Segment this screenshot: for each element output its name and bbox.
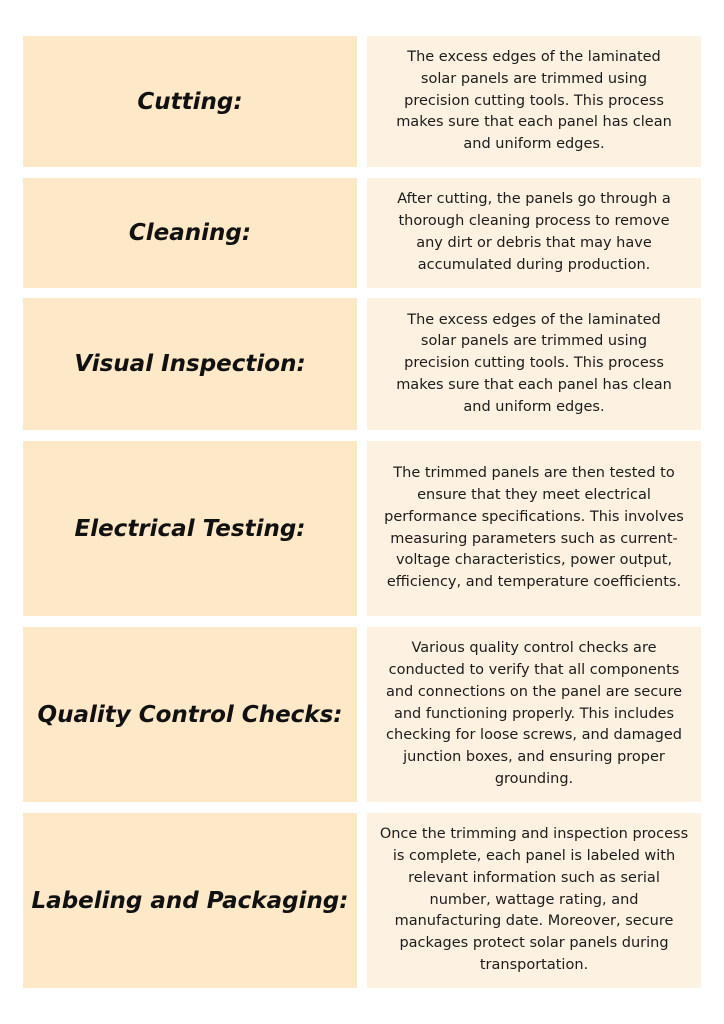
term-cell <box>23 36 357 167</box>
description-text: The excess edges of the laminated solar panels are trimmed using precision cutting tools. This process makes sure that each panel has clean and uniform edges. <box>396 311 672 415</box>
process-row-quality-control <box>23 627 701 802</box>
description-text: Once the trimming and inspection process is complete, each panel is labeled with relevant information such as serial number, wattage rating, and manufacturing date. Moreover, secure packages protect solar panels during transportation. <box>379 826 689 973</box>
description-cell <box>367 36 701 167</box>
term-label: Labeling and Packaging: <box>31 887 349 914</box>
process-row-electrical-testing <box>23 441 701 616</box>
term-cell <box>23 298 357 430</box>
process-row-cleaning <box>23 178 701 288</box>
term-label: Cutting: <box>137 88 243 115</box>
description-cell <box>367 441 701 616</box>
term-label: Cleaning: <box>128 220 252 246</box>
description-cell <box>367 178 701 288</box>
description-text: After cutting, the panels go through a thorough cleaning process to remove any dirt or debris that may have accumulated during production. <box>397 191 671 273</box>
term-label: Visual Inspection: <box>74 351 306 377</box>
description-cell <box>367 813 701 988</box>
process-row-cutting <box>23 36 701 167</box>
description-cell <box>367 298 701 430</box>
term-cell <box>23 178 357 288</box>
term-cell <box>23 627 357 802</box>
process-row-labeling-packaging <box>23 813 701 988</box>
term-cell <box>23 441 357 616</box>
term-label: Electrical Testing: <box>74 515 306 542</box>
description-text: Various quality control checks are conducted to verify that all components and connections on the panel are secure and functioning properly. This includes checking for loose screws, and damaged junction boxes, and ensuring proper grounding. <box>385 640 683 787</box>
term-cell <box>23 813 357 988</box>
description-cell <box>367 627 701 802</box>
description-text: The excess edges of the laminated solar panels are trimmed using precision cutting tools. This process makes sure that each panel has clean and uniform edges. <box>396 49 672 153</box>
description-text: The trimmed panels are then tested to ensure that they meet electrical performance specifications. This involves measuring parameters such as current-voltage characteristics, power output, efficiency, and temperature coefficients. <box>384 465 684 591</box>
term-label: Quality Control Checks: <box>37 701 343 728</box>
process-row-visual-inspection <box>23 298 701 430</box>
